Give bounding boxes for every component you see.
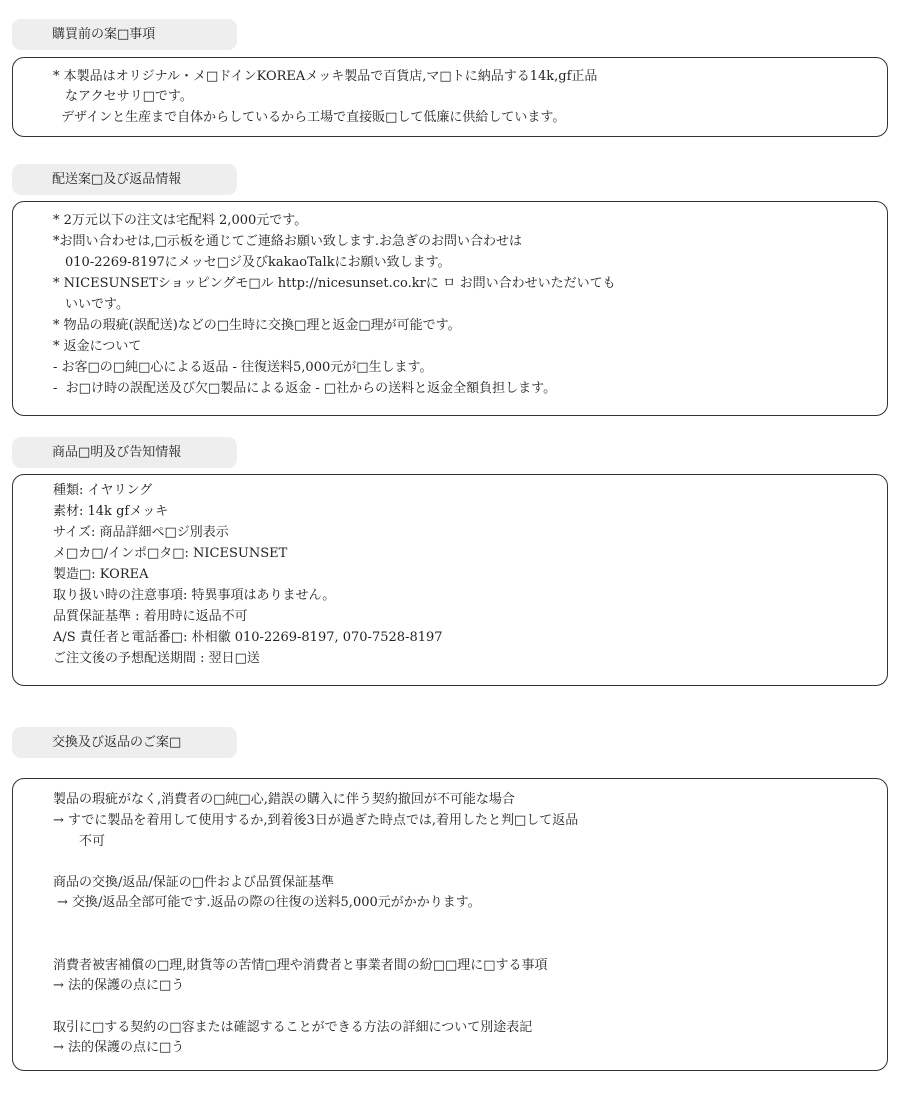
exchange-line-9: → 法的保護の点に□う	[53, 1040, 185, 1055]
exchange-line-1: 製品の瑕疵がなく,消費者の□純□心,錯誤の購入に伴う契約撤回が不可能な場合	[53, 792, 515, 807]
product-info-line-3: サイズ: 商品詳細ペ□ジ別表示	[53, 525, 229, 540]
delivery-line-5: いいです。	[65, 297, 129, 312]
exchange-line-7: → 法的保護の点に□う	[53, 978, 185, 993]
product-info-line-4: メ□カ□/インポ□タ□: NICESUNSET	[53, 546, 288, 561]
section-product-info-title: 商品□明及び告知情報	[12, 437, 237, 468]
product-info-line-9: ご注文後の予想配送期間 : 翌日□送	[53, 651, 260, 666]
delivery-line-2: *お問い合わせは,□示板を通じてご連絡お願い致します.お急ぎのお問い合わせは	[53, 234, 523, 249]
delivery-line-7: * 返金について	[53, 339, 142, 354]
section-product-info-box	[12, 474, 888, 686]
product-info-line-8: A/S 責任者と電話番□: 朴相徽 010-2269-8197, 070-7528-8197	[53, 630, 443, 645]
purchase-notice-line-1: * 本製品はオリジナル・メ□ドインKOREAメッキ製品で百貨店,マ□トに納品する14k,gf正品	[53, 69, 598, 84]
delivery-line-8: - お客□の□純□心による返品 - 往復送料5,000元が□生します。	[53, 360, 433, 375]
section-delivery-title: 配送案□及び返品情報	[12, 164, 237, 195]
exchange-line-3: 不可	[79, 834, 106, 849]
delivery-line-1: * 2万元以下の注文は宅配料 2,000元です。	[53, 213, 308, 228]
product-info-line-5: 製造□: KOREA	[53, 567, 149, 582]
product-info-line-6: 取り扱い時の注意事項: 特異事項はありません。	[53, 588, 336, 603]
exchange-line-2: → すでに製品を着用して使用するか,到着後3日が過ぎた時点では,着用したと判□して返品	[53, 813, 579, 828]
delivery-line-6: * 物品の瑕疵(誤配送)などの□生時に交換□理と返金□理が可能です。	[53, 318, 461, 333]
exchange-line-6: 消費者被害補償の□理,財貨等の苦情□理や消費者と事業者間の紛□□理に□する事項	[53, 958, 548, 973]
delivery-line-9: - お□け時の誤配送及び欠□製品による返金 - □社からの送料と返金全額負担します。	[53, 381, 557, 396]
section-delivery-box	[12, 201, 888, 416]
section-exchange-return-title: 交換及び返品のご案□	[12, 727, 237, 758]
product-info-line-7: 品質保証基準 : 着用時に返品不可	[53, 609, 248, 624]
section-purchase-notice-title: 購買前の案□事項	[12, 19, 237, 50]
section-exchange-return-box	[12, 778, 888, 1071]
section-purchase-notice-box	[12, 57, 888, 137]
purchase-notice-line-3: デザインと生産まで自体からしているから工場で直接販□して低廉に供給しています。	[61, 110, 566, 125]
delivery-line-3: 010-2269-8197にメッセ□ジ及びkakaoTalkにお願い致します。	[65, 255, 451, 270]
delivery-line-4: * NICESUNSETショッピングモ□ル http://nicesunset.co.krに ㅁ お問い合わせいただいても	[53, 276, 616, 291]
product-info-line-2: 素材: 14k gfメッキ	[53, 504, 169, 519]
purchase-notice-line-2: なアクセサリ□です。	[65, 89, 193, 104]
exchange-line-8: 取引に□する契約の□容または確認することができる方法の詳細について別途表記	[53, 1020, 533, 1035]
product-info-line-1: 種類: イヤリング	[53, 483, 153, 498]
exchange-line-5: → 交換/返品全部可能です.返品の際の往復の送料5,000元がかかります。	[57, 895, 481, 910]
exchange-line-4: 商品の交換/返品/保証の□件および品質保証基準	[53, 875, 335, 890]
